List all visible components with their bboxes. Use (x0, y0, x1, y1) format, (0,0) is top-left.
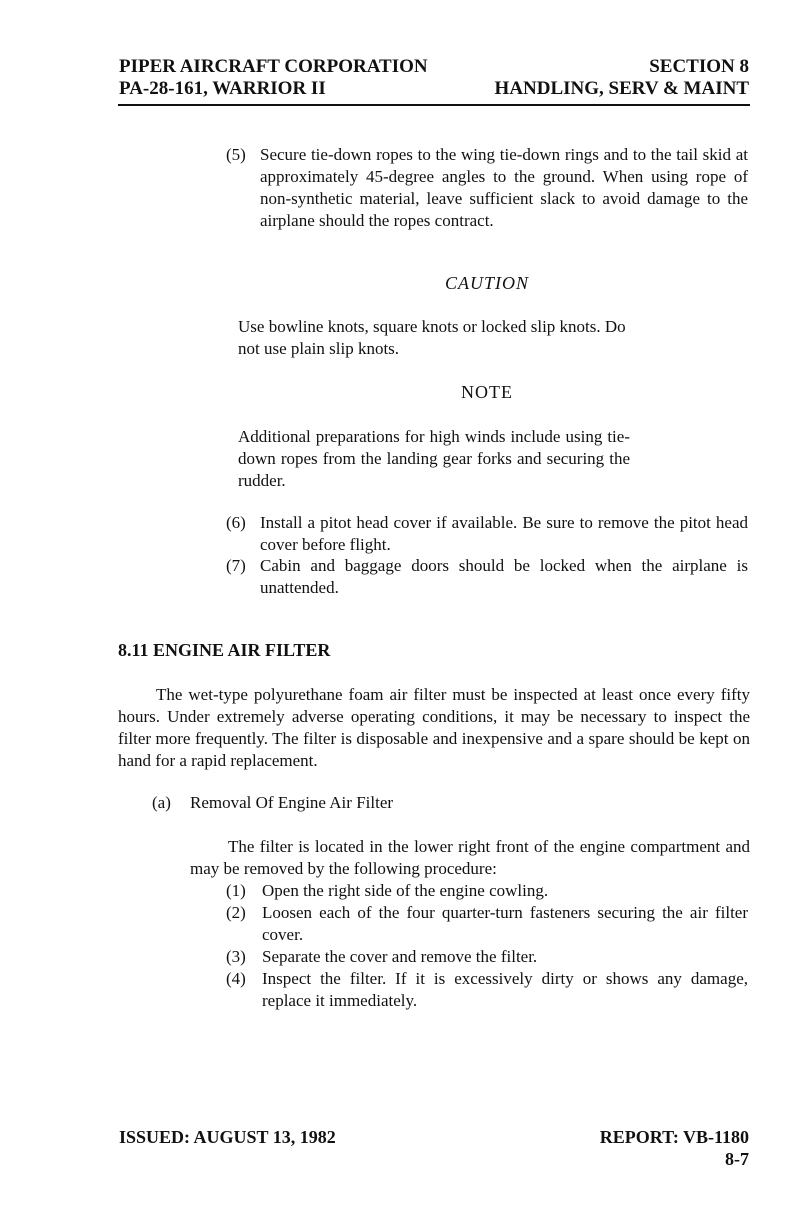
removal-step-3 (226, 946, 748, 968)
header-company: PIPER AIRCRAFT CORPORATION (119, 56, 428, 77)
step-number: (7) (226, 556, 246, 575)
step-text: Open the right side of the engine cowling. (262, 881, 549, 900)
subsection-label: (a) (152, 793, 171, 812)
page-number: 8-7 (725, 1149, 749, 1169)
step-text: Inspect the filter. If it is excessively dirty or shows any damage, replace it immediately. (262, 969, 748, 1010)
step-text: Cabin and baggage doors should be locked when the airplane is unattended. (260, 556, 748, 597)
step-text: Install a pitot head cover if available. Be sure to remove the pitot head cover before flight. (260, 513, 748, 554)
step-number: (1) (226, 881, 246, 900)
note-text: Additional preparations for high winds include using tie-down ropes from the landing gear forks and securing the rudder. (238, 427, 630, 490)
step-text: Separate the cover and remove the filter. (262, 947, 538, 966)
removal-step-1 (226, 880, 748, 902)
step-text: Loosen each of the four quarter-turn fasteners securing the air filter cover. (262, 903, 748, 944)
removal-step-4 (226, 968, 748, 1012)
step-number: (4) (226, 969, 246, 988)
section-intro: The wet-type polyurethane foam air filter must be inspected at least once every fifty hours. Under extremely adverse operating conditions, it may be necessary to inspect the filter more frequently. The filter is disposable and inexpensive and a spare should be kept on hand for a rapid replacement. (118, 685, 750, 770)
tiedown-step-6 (226, 512, 748, 556)
header-model: PA-28-161, WARRIOR II (119, 78, 326, 99)
subsection-title: Removal Of Engine Air Filter (190, 793, 394, 812)
section-title: 8.11 ENGINE AIR FILTER (118, 640, 331, 660)
note-heading: NOTE (461, 382, 513, 402)
footer-report: REPORT: VB-1180 (599, 1127, 749, 1147)
step-number: (2) (226, 903, 246, 922)
step-number: (3) (226, 947, 246, 966)
footer-issued: ISSUED: AUGUST 13, 1982 (119, 1127, 336, 1147)
header-section-title: HANDLING, SERV & MAINT (494, 78, 749, 99)
step-number: (5) (226, 145, 246, 164)
step-text: Secure tie-down ropes to the wing tie-down rings and to the tail skid at approximately 45-degree angles to the ground. When using rope of non-synthetic material, leave sufficient slack to avoid damage to the airplane should the ropes contract. (260, 145, 748, 230)
tiedown-step-5 (226, 144, 748, 232)
step-number: (6) (226, 513, 246, 532)
caution-text: Use bowline knots, square knots or locked slip knots. Do not use plain slip knots. (238, 317, 626, 358)
subsection-a-intro: The filter is located in the lower right front of the engine compartment and may be removed by the following procedure: (190, 837, 750, 878)
removal-step-2 (226, 902, 748, 946)
caution-heading: CAUTION (444, 273, 529, 293)
header-rule (118, 104, 750, 106)
subsection-a-heading (152, 793, 393, 813)
tiedown-step-7 (226, 555, 748, 599)
header-section: SECTION 8 (649, 56, 749, 77)
